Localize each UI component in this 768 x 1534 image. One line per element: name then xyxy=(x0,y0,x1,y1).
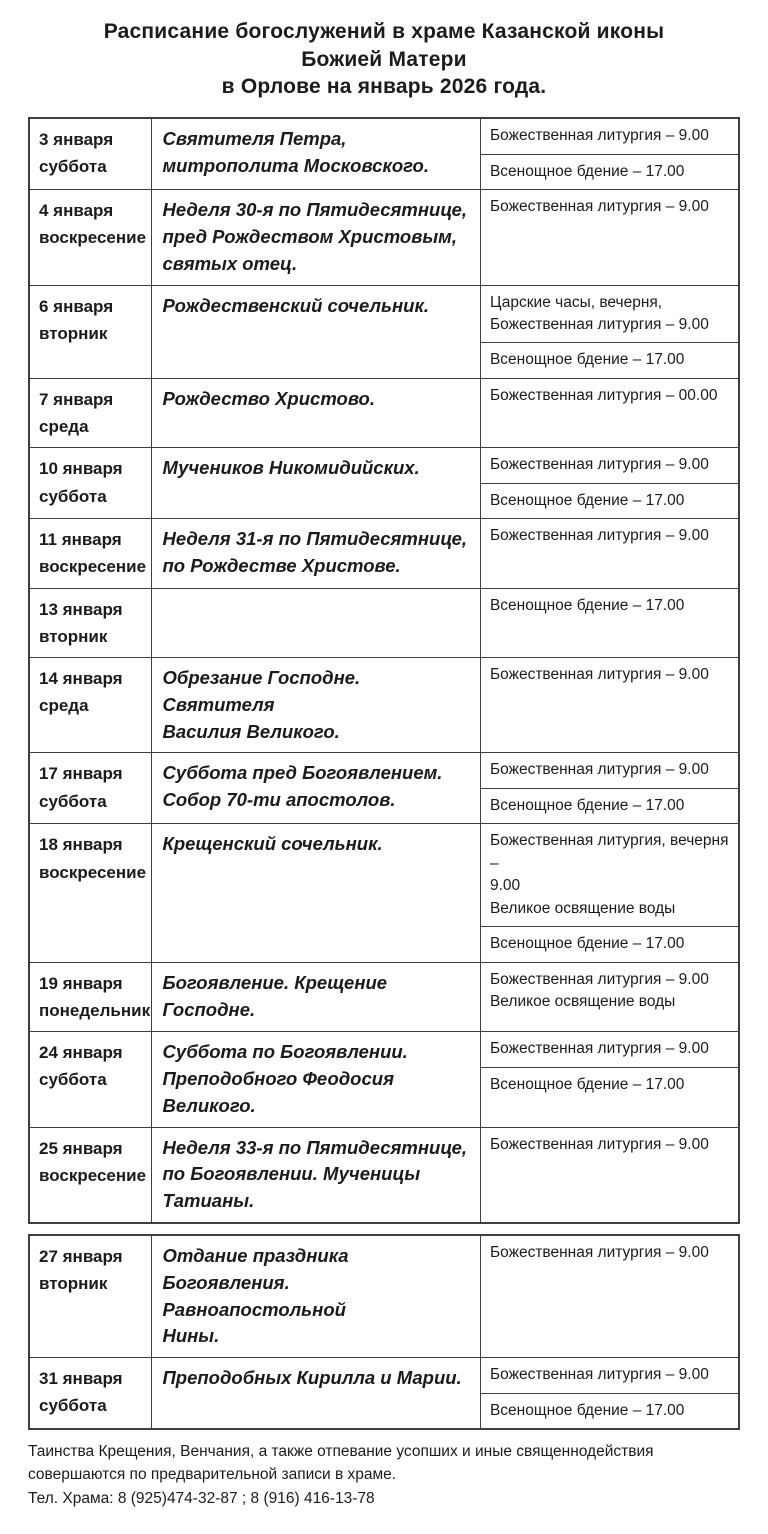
feast-line: Нины. xyxy=(162,1325,220,1347)
service-cell xyxy=(481,519,738,587)
feast-cell xyxy=(152,753,481,823)
table-row xyxy=(30,285,738,378)
service-cell xyxy=(481,1393,738,1428)
service-line: Божественная литургия – 9.00 xyxy=(489,198,709,216)
table-row xyxy=(30,378,738,447)
service-cell xyxy=(481,1067,738,1127)
feast-cell xyxy=(152,1128,481,1222)
table-row xyxy=(30,588,738,657)
feast-line: Неделя 33-я по Пятидесятнице, xyxy=(162,1136,468,1158)
date-line: суббота xyxy=(39,157,107,177)
date-line: 11 января xyxy=(39,530,122,550)
date-cell xyxy=(30,119,152,189)
service-line: Всенощное бдение – 17.00 xyxy=(489,1075,685,1093)
service-cell xyxy=(481,286,738,343)
feast-line: Собор 70-ти апостолов. xyxy=(162,789,396,811)
date-line: суббота xyxy=(39,486,107,506)
table-row xyxy=(30,447,738,518)
service-cell xyxy=(481,154,738,189)
services-cell xyxy=(481,1128,738,1222)
feast-line: пред Рождеством Христовым, xyxy=(162,225,457,247)
date-line: воскресение xyxy=(39,1165,147,1185)
schedule-table-1 xyxy=(28,117,740,1224)
table-row xyxy=(30,1357,738,1428)
feast-line: святых отец. xyxy=(162,252,298,274)
table-row xyxy=(30,1031,738,1126)
schedule-tables xyxy=(0,117,768,1430)
services-cell xyxy=(481,963,738,1031)
date-line: воскресение xyxy=(39,862,147,882)
date-line: 3 января xyxy=(39,130,114,150)
date-line: понедельник xyxy=(39,1000,151,1020)
feast-cell xyxy=(152,1032,481,1126)
date-line: вторник xyxy=(39,1274,108,1294)
services-cell xyxy=(481,519,738,587)
service-line: Божественная литургия, вечерня – xyxy=(489,832,729,872)
feast-cell xyxy=(152,963,481,1031)
services-cell xyxy=(481,589,738,657)
feast-line: Василия Великого. xyxy=(162,720,340,742)
feast-line: Суббота пред Богоявлением. xyxy=(162,762,443,784)
service-line: Всенощное бдение – 17.00 xyxy=(489,162,685,180)
feast-line: Преподобного Феодосия xyxy=(162,1067,394,1089)
date-line: 13 января xyxy=(39,599,123,619)
feast-line: Преподобных Кирилла и Марии. xyxy=(162,1367,462,1389)
service-cell xyxy=(481,963,738,1031)
date-cell xyxy=(30,1358,152,1428)
service-line: Всенощное бдение – 17.00 xyxy=(489,796,685,814)
service-cell xyxy=(481,1128,738,1222)
date-line: суббота xyxy=(39,791,107,811)
feast-line: Неделя 30-я по Пятидесятнице, xyxy=(162,199,468,221)
service-line: Божественная литургия – 9.00 xyxy=(489,970,709,988)
service-line: Божественная литургия – 9.00 xyxy=(489,1243,709,1261)
service-cell xyxy=(481,589,738,657)
feast-cell xyxy=(152,448,481,518)
date-line: 24 января xyxy=(39,1043,123,1063)
date-cell xyxy=(30,1236,152,1357)
service-cell xyxy=(481,448,738,482)
date-cell xyxy=(30,1032,152,1126)
service-line: Царские часы, вечерня, xyxy=(489,293,663,311)
feast-line: Обрезание Господне. Святителя xyxy=(162,667,361,715)
date-cell xyxy=(30,286,152,378)
date-cell xyxy=(30,190,152,284)
page-title-line-2: Божией Матери xyxy=(301,47,467,71)
date-line: 19 января xyxy=(39,973,123,993)
service-cell xyxy=(481,1358,738,1392)
service-line: Всенощное бдение – 17.00 xyxy=(489,1401,685,1419)
table-row xyxy=(30,962,738,1031)
service-cell xyxy=(481,1236,738,1357)
feast-line: Отдание праздника xyxy=(162,1244,349,1266)
table-row xyxy=(30,1127,738,1222)
feast-cell xyxy=(152,1358,481,1428)
service-cell xyxy=(481,342,738,377)
date-line: 17 января xyxy=(39,764,123,784)
date-line: 27 января xyxy=(39,1246,123,1266)
services-cell xyxy=(481,448,738,518)
service-cell xyxy=(481,119,738,153)
date-line: вторник xyxy=(39,323,108,343)
feast-cell xyxy=(152,190,481,284)
service-line: Божественная литургия – 9.00 xyxy=(489,1366,709,1384)
feast-line: Татианы. xyxy=(162,1190,255,1212)
service-cell xyxy=(481,190,738,284)
table-row xyxy=(30,518,738,587)
service-cell xyxy=(481,788,738,823)
table-row xyxy=(30,119,738,189)
page-title-line-1: Расписание богослужений в храме Казанской иконы xyxy=(103,20,665,43)
date-line: 7 января xyxy=(39,389,114,409)
feast-cell xyxy=(152,824,481,961)
date-line: 6 января xyxy=(39,296,114,316)
schedule-table-2 xyxy=(28,1234,740,1430)
feast-line: по Рождестве Христове. xyxy=(162,555,401,577)
service-line: Божественная литургия – 9.00 xyxy=(489,527,709,545)
service-cell xyxy=(481,483,738,518)
service-line: 9.00 xyxy=(489,877,521,895)
date-cell xyxy=(30,658,152,752)
feast-cell xyxy=(152,519,481,587)
feast-line: Рождественский сочельник. xyxy=(162,294,429,316)
table-row xyxy=(30,823,738,961)
service-cell xyxy=(481,824,738,926)
date-cell xyxy=(30,589,152,657)
date-cell xyxy=(30,448,152,518)
services-cell xyxy=(481,1032,738,1126)
service-line: Божественная литургия – 9.00 xyxy=(489,1040,709,1058)
date-line: 14 января xyxy=(39,669,123,688)
date-line: 31 января xyxy=(39,1369,123,1389)
feast-cell xyxy=(152,1236,481,1357)
services-cell xyxy=(481,1236,738,1357)
feast-line: митрополита Московского. xyxy=(162,154,430,176)
feast-line: Святителя Петра, xyxy=(162,128,347,150)
date-line: среда xyxy=(39,417,89,437)
service-line: Божественная литургия – 9.00 xyxy=(489,127,709,145)
table-row xyxy=(30,189,738,284)
service-line: Божественная литургия – 9.00 xyxy=(489,761,709,779)
date-line: воскресение xyxy=(39,228,147,248)
feast-line: Богоявления. Равноапостольной xyxy=(162,1271,346,1320)
table-row xyxy=(30,657,738,752)
service-cell xyxy=(481,658,738,752)
feast-line: Крещенский сочельник. xyxy=(162,833,383,855)
feast-line: Великого. xyxy=(162,1094,256,1116)
feast-cell xyxy=(152,589,481,657)
feast-line: Рождество Христово. xyxy=(162,387,375,409)
page-title xyxy=(36,18,732,101)
page-title-line-3: в Орлове на январь 2026 года. xyxy=(221,75,547,99)
service-cell xyxy=(481,379,738,447)
table-row xyxy=(30,752,738,823)
service-line: Великое освящение воды xyxy=(489,993,676,1011)
date-line: 25 января xyxy=(39,1138,123,1158)
service-line: Божественная литургия – 9.00 xyxy=(489,456,709,474)
date-cell xyxy=(30,824,152,961)
footer-phone: Тел. Храма: 8 (925)474-32-87 ; 8 (916) 416-13-78 xyxy=(28,1489,375,1507)
feast-cell xyxy=(152,119,481,189)
date-line: 10 января xyxy=(39,459,123,479)
service-line: Всенощное бдение – 17.00 xyxy=(489,596,685,614)
services-cell xyxy=(481,190,738,284)
date-line: 18 января xyxy=(39,835,123,855)
page xyxy=(0,18,768,1510)
date-line: воскресение xyxy=(39,557,147,577)
feast-line: Господне. xyxy=(162,998,256,1020)
service-line: Божественная литургия – 9.00 xyxy=(489,666,709,683)
date-line: 4 января xyxy=(39,201,114,221)
service-line: Божественная литургия – 9.00 xyxy=(489,316,709,333)
services-cell xyxy=(481,119,738,189)
date-cell xyxy=(30,963,152,1031)
service-line: Божественная литургия – 9.00 xyxy=(489,1135,709,1153)
date-cell xyxy=(30,1128,152,1222)
service-line: Всенощное бдение – 17.00 xyxy=(489,935,685,953)
date-line: вторник xyxy=(39,626,108,646)
services-cell xyxy=(481,658,738,752)
date-line: суббота xyxy=(39,1070,107,1090)
services-cell xyxy=(481,824,738,961)
date-cell xyxy=(30,519,152,587)
service-line: Божественная литургия – 00.00 xyxy=(489,386,718,404)
date-line: среда xyxy=(39,696,89,716)
services-cell xyxy=(481,286,738,378)
service-line: Всенощное бдение – 17.00 xyxy=(489,351,685,369)
service-cell xyxy=(481,926,738,961)
service-line: Великое освящение воды xyxy=(489,899,676,917)
services-cell xyxy=(481,753,738,823)
services-cell xyxy=(481,379,738,447)
service-cell xyxy=(481,1032,738,1066)
table-row xyxy=(30,1236,738,1357)
feast-cell xyxy=(152,658,481,752)
feast-line: Неделя 31-я по Пятидесятнице, xyxy=(162,528,468,550)
date-line: суббота xyxy=(39,1396,107,1416)
feast-line: по Богоявлении. Мученицы xyxy=(162,1163,421,1185)
footer-note-text: Таинства Крещения, Венчания, а также отпевание усопших и иные священнодействия совершаются по предварительной записи в храме. xyxy=(28,1443,654,1484)
feast-line: Мучеников Никомидийских. xyxy=(162,457,420,479)
feast-line: Суббота по Богоявлении. xyxy=(162,1041,408,1063)
feast-cell xyxy=(152,379,481,447)
footer-note xyxy=(28,1440,740,1510)
services-cell xyxy=(481,1358,738,1428)
feast-cell xyxy=(152,286,481,378)
date-cell xyxy=(30,379,152,447)
date-cell xyxy=(30,753,152,823)
service-cell xyxy=(481,753,738,787)
feast-line: Богоявление. Крещение xyxy=(162,971,388,993)
service-line: Всенощное бдение – 17.00 xyxy=(489,491,685,509)
